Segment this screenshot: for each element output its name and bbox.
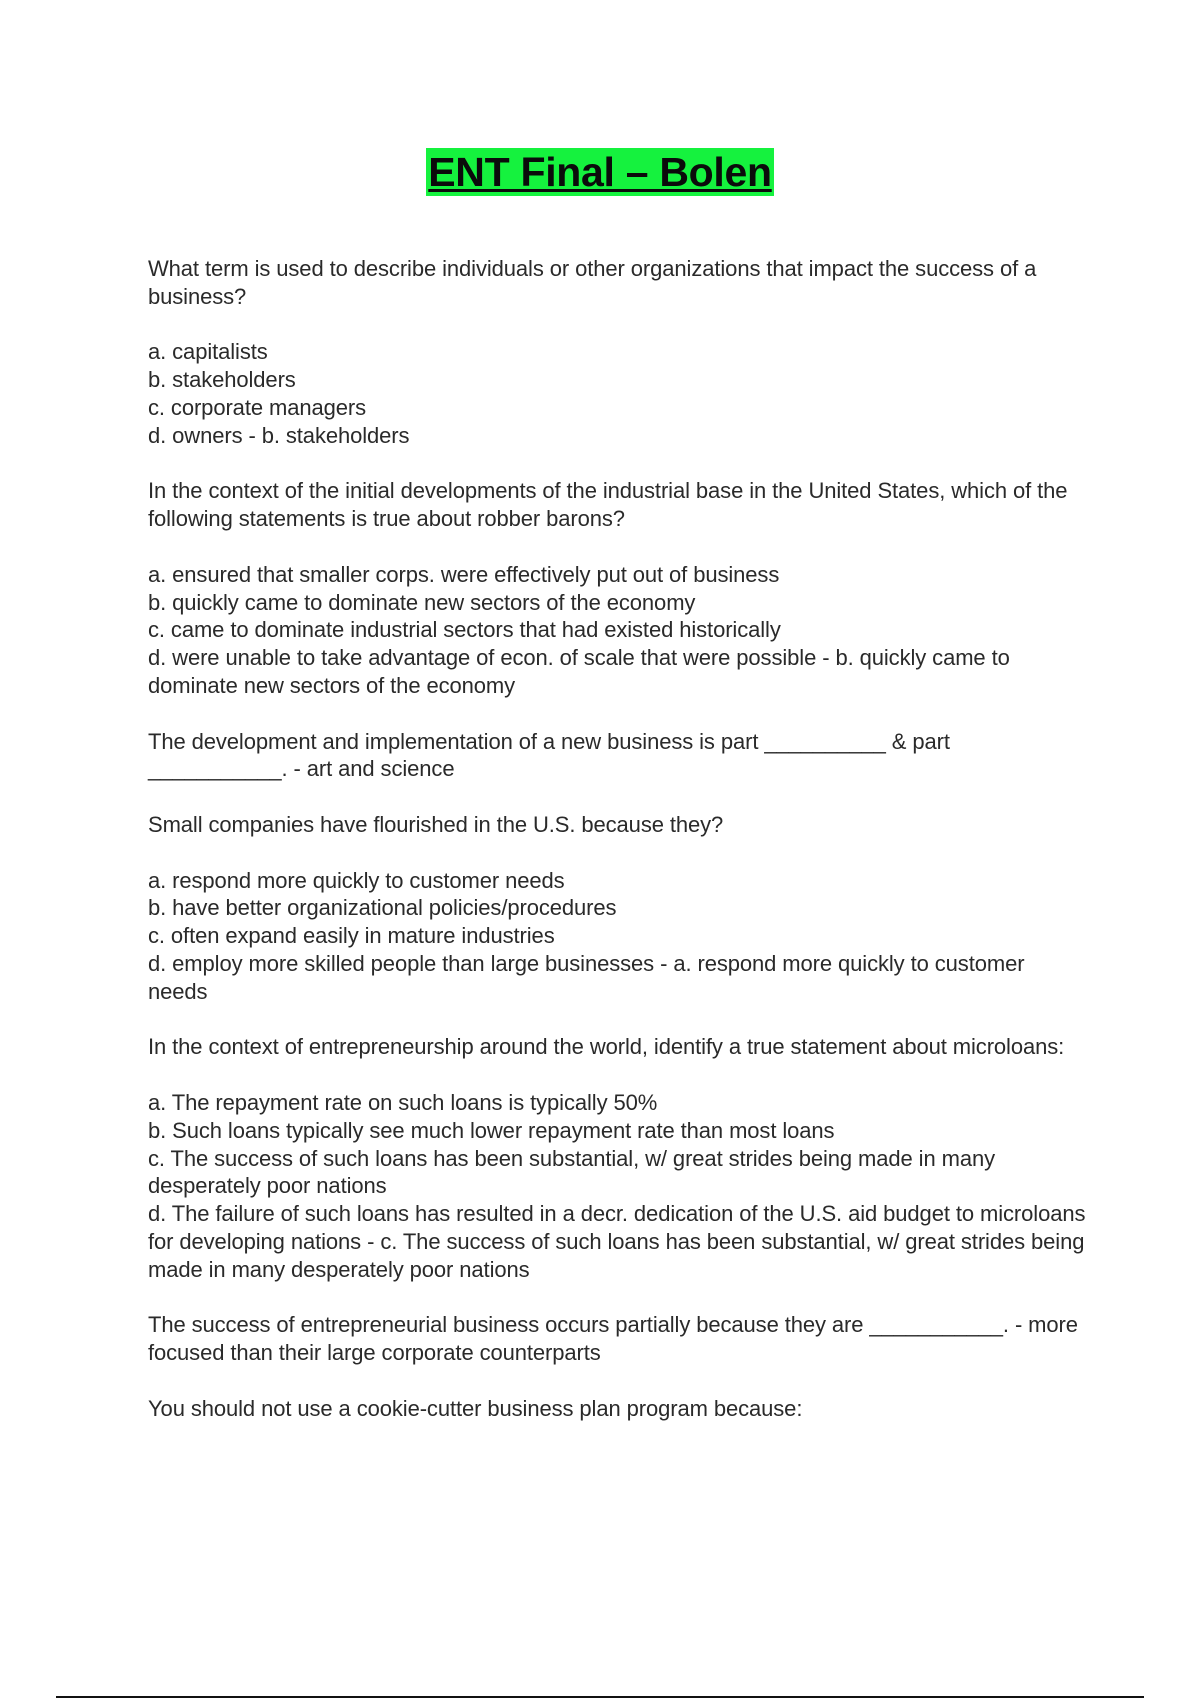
answer-option: b. quickly came to dominate new sectors of the economy [148, 589, 696, 615]
answer-option: a. capitalists [148, 339, 268, 365]
question-text: Small companies have flourished in the U.S. because they? [148, 811, 724, 837]
title-wrap [0, 148, 1200, 196]
question-list [148, 255, 1088, 1450]
answer-option: b. have better organizational policies/procedures [148, 895, 617, 921]
document-title: ENT Final – Bolen [428, 149, 772, 195]
answer-options [148, 561, 1088, 700]
answer-option: a. respond more quickly to customer needs [148, 867, 565, 893]
answer-options [148, 338, 1088, 449]
answer-option: c. came to dominate industrial sectors that had existed historically [148, 617, 781, 643]
question-text: The success of entrepreneurial business occurs partially because they are ___________. - more focused than their large corporate counterparts [148, 1312, 1078, 1366]
answer-option: d. were unable to take advantage of econ. of scale that were possible - b. quickly came to dominate new sectors of the economy [148, 645, 1010, 698]
question-text: In the context of entrepreneurship around the world, identify a true statement about microloans: [148, 1034, 1065, 1060]
answer-option: b. stakeholders [148, 367, 296, 393]
answer-option: d. The failure of such loans has resulted in a decr. dedication of the U.S. aid budget to microloans for developing nations - c. The success of such loans has been substantial, w/ great strides being made in many desperately poor nations [148, 1201, 1086, 1282]
answer-option: c. corporate managers [148, 394, 367, 420]
question-text: In the context of the initial developments of the industrial base in the United States, which of the following statements is true about robber barons? [148, 478, 1068, 532]
answer-option: c. often expand easily in mature industries [148, 923, 555, 949]
answer-options [148, 867, 1088, 1006]
answer-option: d. employ more skilled people than large businesses - a. respond more quickly to customer needs [148, 950, 1025, 1004]
answer-option: d. owners - b. stakeholders [148, 422, 410, 448]
answer-option: c. The success of such loans has been substantial, w/ great strides being made in many desperately poor nations [148, 1145, 996, 1199]
answer-options [148, 1089, 1088, 1284]
question-text: You should not use a cookie-cutter business plan program because: [148, 1395, 803, 1421]
answer-option: a. The repayment rate on such loans is typically 50% [148, 1089, 658, 1115]
answer-option: b. Such loans typically see much lower repayment rate than most loans [148, 1117, 835, 1143]
question-text: The development and implementation of a new business is part __________ & part ___________. - art and science [148, 728, 950, 782]
question-text: What term is used to describe individuals or other organizations that impact the success of a business? [148, 256, 1037, 309]
footer-divider [56, 1696, 1144, 1698]
answer-option: a. ensured that smaller corps. were effectively put out of business [148, 561, 780, 587]
